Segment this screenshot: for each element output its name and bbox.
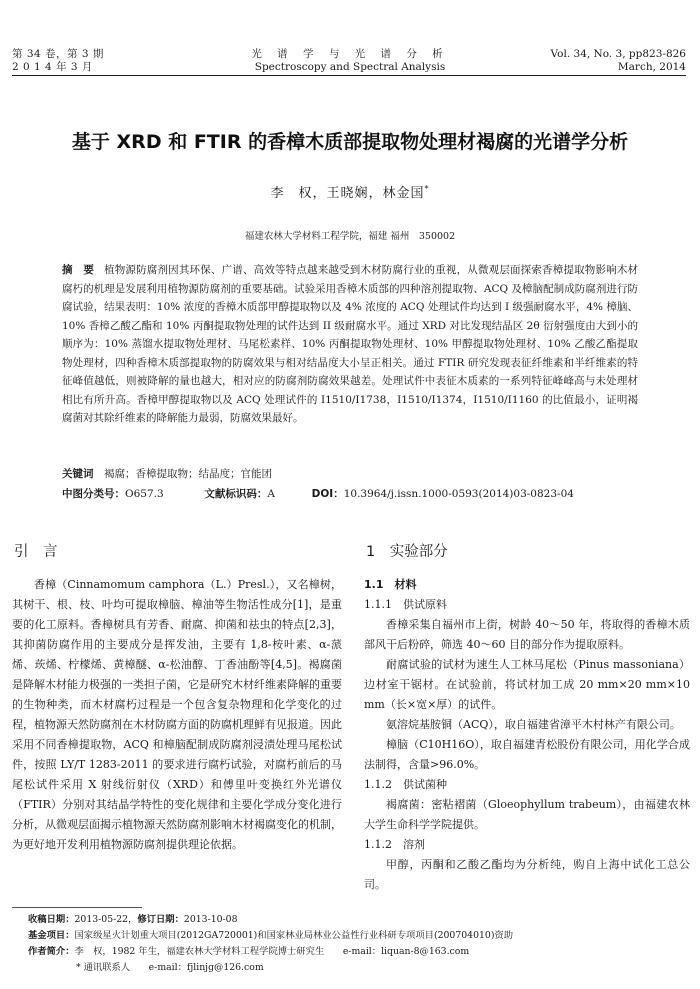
doi-label: DOI： bbox=[311, 488, 344, 500]
abstract-text: 植物源防腐剂因其环保、广谱、高效等特点越来越受到木材防腐行业的重视，从微观层面探索香樟提取物影响木材腐朽的机理是发展利用植物源防腐剂的重要基础。试验采用香樟木质部的四种溶剂提取物、ACQ 及樟脑配制成防腐剂进行防腐试验，结果表明：10% 浓度的香樟木质部甲醇提取物以及 4% 浓度的 ACQ 处理试件均达到 I 级强耐腐水平，4% 樟脑、10% 香樟乙酸乙酯和 10% 丙酮提取物处理的试件达到 II 级耐腐水平。通过 XRD 对比发现结晶区 2θ 衍射强度由大到小的顺序为：10% 蒸馏水提取物处理材、马尾松素样、10% 丙酮提取物处理材、10% 甲醇提取物处理材、10% 乙酸乙酯提取物处理材，四种香樟木质部提取物的防腐效果与相对结晶度大小呈正相关。通过 FTIR 研究发现表征纤维素和半纤维素的特征峰值越低，则被降解的量也越大，相对应的防腐剂防腐效果越差。处理试件中表征木质素的一系列特征峰峰高与未处理材相比有所升高。香樟甲醇提取物以及 ACQ 处理试件的 I1510/I1738，I1510/I1374，I1510/I1160 的比值最小，证明褐腐菌对其除纤维素的降解能力最弱，防腐效果最好。 bbox=[62, 264, 639, 424]
received-label: 收稿日期： bbox=[28, 914, 75, 925]
keywords bbox=[62, 466, 638, 482]
volume-cn: 第 34 卷，第 3 期 bbox=[12, 48, 104, 60]
clc-value: O657.3 bbox=[125, 488, 164, 500]
keywords-text: 褐腐；香樟提取物；结晶度；官能团 bbox=[104, 468, 272, 480]
paragraph-test-wood: 耐腐试验的试材为速生人工林马尾松（Pinus massoniana）边材室干锯材。在试验前，将试材加工成 20 mm×20 mm×10 mm（长×宽×厚）的试件。 bbox=[364, 658, 690, 711]
abstract bbox=[62, 261, 638, 428]
fund-text: 国家级星火计划重大项目(2012GA720001)和国家林业局林业公益性行业科研专项项目(200704010)资助 bbox=[74, 930, 514, 941]
volume-en: Vol. 34, No. 3, pp823-826 bbox=[550, 48, 686, 60]
intro-paragraph: 香樟（Cinnamomum camphora（L.）Presl.），又名樟树，其树干、根、枝、叶均可提取樟脑、樟油等生物活性成分[1]，是重要的化工原料。香樟树具有芳香、耐腐、抑菌和祛虫的特点[2,3]，其抑菌防腐作用的主要成分是挥发油，主要有 1,8-桉叶素、α-蒎烯、莰烯、柠檬烯、黄樟醚、α-松油醇、丁香油酚等[4,5]。褐腐菌是降解木材能力极强的一类担子菌，它是研究木材纤维素降解的重要的生物种类，而木材腐朽过程是一个包含复杂物理和化学变化的过程，植物源天然防腐剂在木材防腐方面的防腐机理鲜有见报道。因此采用不同香樟提取物，ACQ 和樟脑配制成防腐剂浸渍处理马尾松试件，按照 LY/T 1283-2011 的要求进行腐朽试验，对腐朽前后的马尾松试件采用 X 射线衍射仪（XRD）和傅里叶变换红外光谱仪（FTIR）分别对其结晶学特性的变化规律和主要化学成分变化进行分析，从微观层面揭示植物源天然防腐剂影响木材褐腐变化的机制，为更好地开发利用植物源防腐剂提供理论依据。 bbox=[12, 578, 342, 851]
dates-line bbox=[28, 912, 686, 928]
journal-name-en: Spectroscopy and Spectral Analysis bbox=[254, 61, 446, 73]
fund-line bbox=[28, 928, 686, 944]
journal-issue-en bbox=[551, 48, 686, 74]
journal-name bbox=[230, 48, 470, 74]
date-en: March, 2014 bbox=[617, 61, 686, 73]
affiliation: 福建农林大学材料工程学院，福建 福州 350002 bbox=[244, 231, 456, 242]
doc-code-label: 文献标识码： bbox=[204, 488, 268, 500]
paper-title: 基于 XRD 和 FTIR 的香樟木质部提取物处理材褐腐的光谱学分析 bbox=[71, 131, 629, 153]
paragraph-camphor: 樟脑（C10H16O），取自福建青松股份有限公司，用化学合成法制得，含量>96.0%。 bbox=[364, 738, 690, 771]
journal-name-cn: 光 谱 学 与 光 谱 分 析 bbox=[251, 48, 449, 60]
date-cn: 2 0 1 4 年 3 月 bbox=[12, 61, 93, 73]
subsection-solvents: 1.1.2 溶剂 bbox=[364, 838, 425, 851]
footnote-divider bbox=[12, 907, 142, 908]
corresponding-mark: * bbox=[424, 184, 430, 194]
revised-label: 修订日期： bbox=[137, 914, 184, 925]
paragraph-fungus: 褐腐菌：密粘褶菌（Gloeophyllum trabeum），由福建农林大学生命科学学院提供。 bbox=[364, 798, 690, 831]
doi-value: 10.3964/j.issn.1000-0593(2014)03-0823-04 bbox=[343, 488, 574, 500]
bio-text: 李 权，1982 年生，福建农林大学材料工程学院博士研究生 e-mail：liquan-8@163.com bbox=[74, 946, 470, 957]
paragraph-acq: 氨溶烷基胺铜（ACQ），取自福建省漳平木村林产有限公司。 bbox=[386, 718, 681, 731]
paragraph-camphor-source: 香樟采集自福州市上街，树龄 40～50 年，将取得的香樟木质部风干后粉碎，筛选 40～60 目的部分作为提取原料。 bbox=[364, 618, 690, 651]
keywords-label: 关键词 bbox=[62, 468, 94, 480]
experiment-body bbox=[364, 575, 690, 895]
bio-label: 作者简介： bbox=[28, 946, 75, 957]
subsection-fungus: 1.1.2 供试菌种 bbox=[364, 778, 447, 791]
fund-label: 基金项目： bbox=[28, 930, 75, 941]
bio-line bbox=[28, 944, 686, 960]
abstract-label: 摘 要 bbox=[62, 264, 95, 276]
corresponding-line: * 通讯联系人 e-mail：fjlinjg@126.com bbox=[76, 962, 264, 973]
classification bbox=[62, 486, 660, 502]
received-date: 2013-05-22， bbox=[74, 914, 138, 925]
authors: 李 权，王晓娴，林金国 bbox=[270, 186, 425, 201]
clc-label: 中图分类号： bbox=[62, 488, 125, 500]
intro-body bbox=[12, 575, 342, 855]
experiment-heading: 1 实验部分 bbox=[366, 544, 448, 560]
journal-issue-cn bbox=[12, 48, 104, 74]
subsection-materials: 1.1 材料 bbox=[364, 578, 417, 591]
author-list bbox=[0, 182, 700, 201]
footnotes bbox=[28, 912, 686, 976]
header-divider bbox=[12, 75, 686, 76]
revised-date: 2013-10-08 bbox=[183, 914, 238, 925]
subsection-raw-materials: 1.1.1 供试原料 bbox=[364, 598, 447, 611]
intro-heading: 引 言 bbox=[14, 544, 58, 560]
paragraph-solvents: 甲醇，丙酮和乙酸乙酯均为分析纯，购自上海中试化工总公司。 bbox=[364, 858, 690, 891]
doc-code-value: A bbox=[267, 488, 275, 500]
